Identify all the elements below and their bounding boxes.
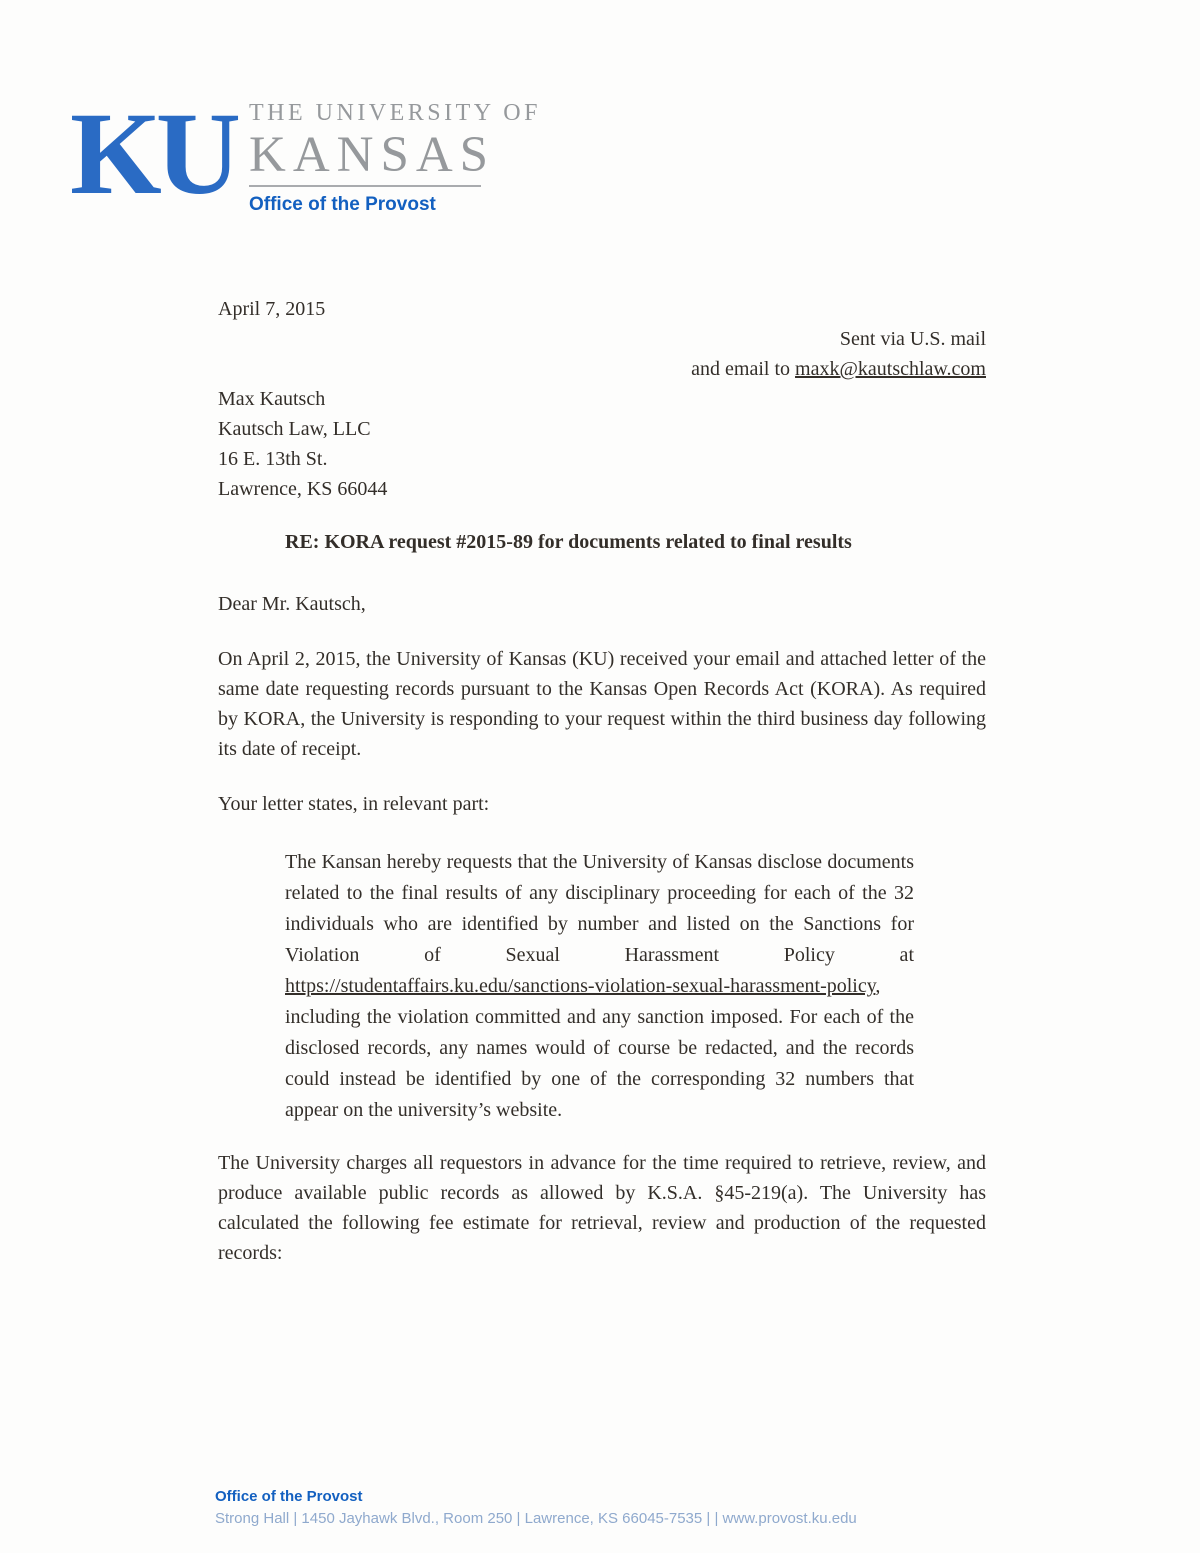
- letter-date: April 7, 2015: [218, 298, 326, 320]
- recipient-email-link[interactable]: maxk@kautschlaw.com: [795, 358, 986, 380]
- sent-via-line2: [218, 354, 986, 384]
- quote-text-part2: , including the violation committed and any sanction imposed. For each of the disclosed records, any names would of course be redacted, and the records could instead be identified by one of the corresponding 32 numbers that appear on the university’s website.: [285, 975, 914, 1121]
- paragraph-receipt: On April 2, 2015, the University of Kansas (KU) received your email and attached letter of the same date requesting records pursuant to the Kansas Open Records Act (KORA). As required by KORA, the University is responding to your request within the third business day following its date of receipt.: [218, 648, 986, 760]
- paragraph-lead-in: Your letter states, in relevant part:: [218, 793, 490, 815]
- ku-logo-icon: KU: [70, 88, 235, 219]
- paragraph-fee-estimate: The University charges all requestors in advance for the time required to retrieve, review, and produce available public records as allowed by K.S.A. §45-219(a). The University has calculated the following fee estimate for retrieval, review and production of the requested records:: [218, 1152, 986, 1264]
- sanctions-policy-url-link[interactable]: https://studentaffairs.ku.edu/sanctions-violation-sexual-harassment-policy: [285, 975, 876, 997]
- sent-via-line1: Sent via U.S. mail: [839, 328, 986, 350]
- recipient-address: [218, 384, 986, 504]
- recipient-city: Lawrence, KS 66044: [218, 478, 388, 500]
- ku-wordmark: [249, 98, 541, 216]
- kansas-text: KANSAS: [249, 127, 496, 183]
- footer-address-line: Strong Hall | 1450 Jayhawk Blvd., Room 250 | Lawrence, KS 66045-7535 | | www.provost.ku.edu: [215, 1510, 857, 1527]
- office-of-provost-label: Office of the Provost: [249, 193, 436, 215]
- sent-via-line2-text: and email to: [691, 358, 796, 380]
- recipient-company: Kautsch Law, LLC: [218, 418, 371, 440]
- university-of-text: THE UNIVERSITY OF: [249, 100, 541, 126]
- recipient-street: 16 E. 13th St.: [218, 448, 328, 470]
- letter-body: [218, 294, 986, 1268]
- quote-text-part1: The Kansan hereby requests that the University of Kansas disclose documents related to the final results of any disciplinary proceeding for each of the 32 individuals who are identified by number and listed on the Sanctions for Violation of Sexual Harassment Policy at: [285, 851, 914, 966]
- ku-logo: [70, 88, 541, 219]
- logo-divider: [249, 185, 481, 187]
- delivery-method: [218, 324, 986, 384]
- footer-office-label: Office of the Provost: [215, 1488, 363, 1505]
- re-subject-line: RE: KORA request #2015-89 for documents related to final results: [285, 531, 852, 553]
- salutation: Dear Mr. Kautsch,: [218, 593, 366, 615]
- recipient-name: Max Kautsch: [218, 388, 326, 410]
- letterhead-footer: [215, 1488, 857, 1527]
- quoted-request-text: [285, 847, 914, 1126]
